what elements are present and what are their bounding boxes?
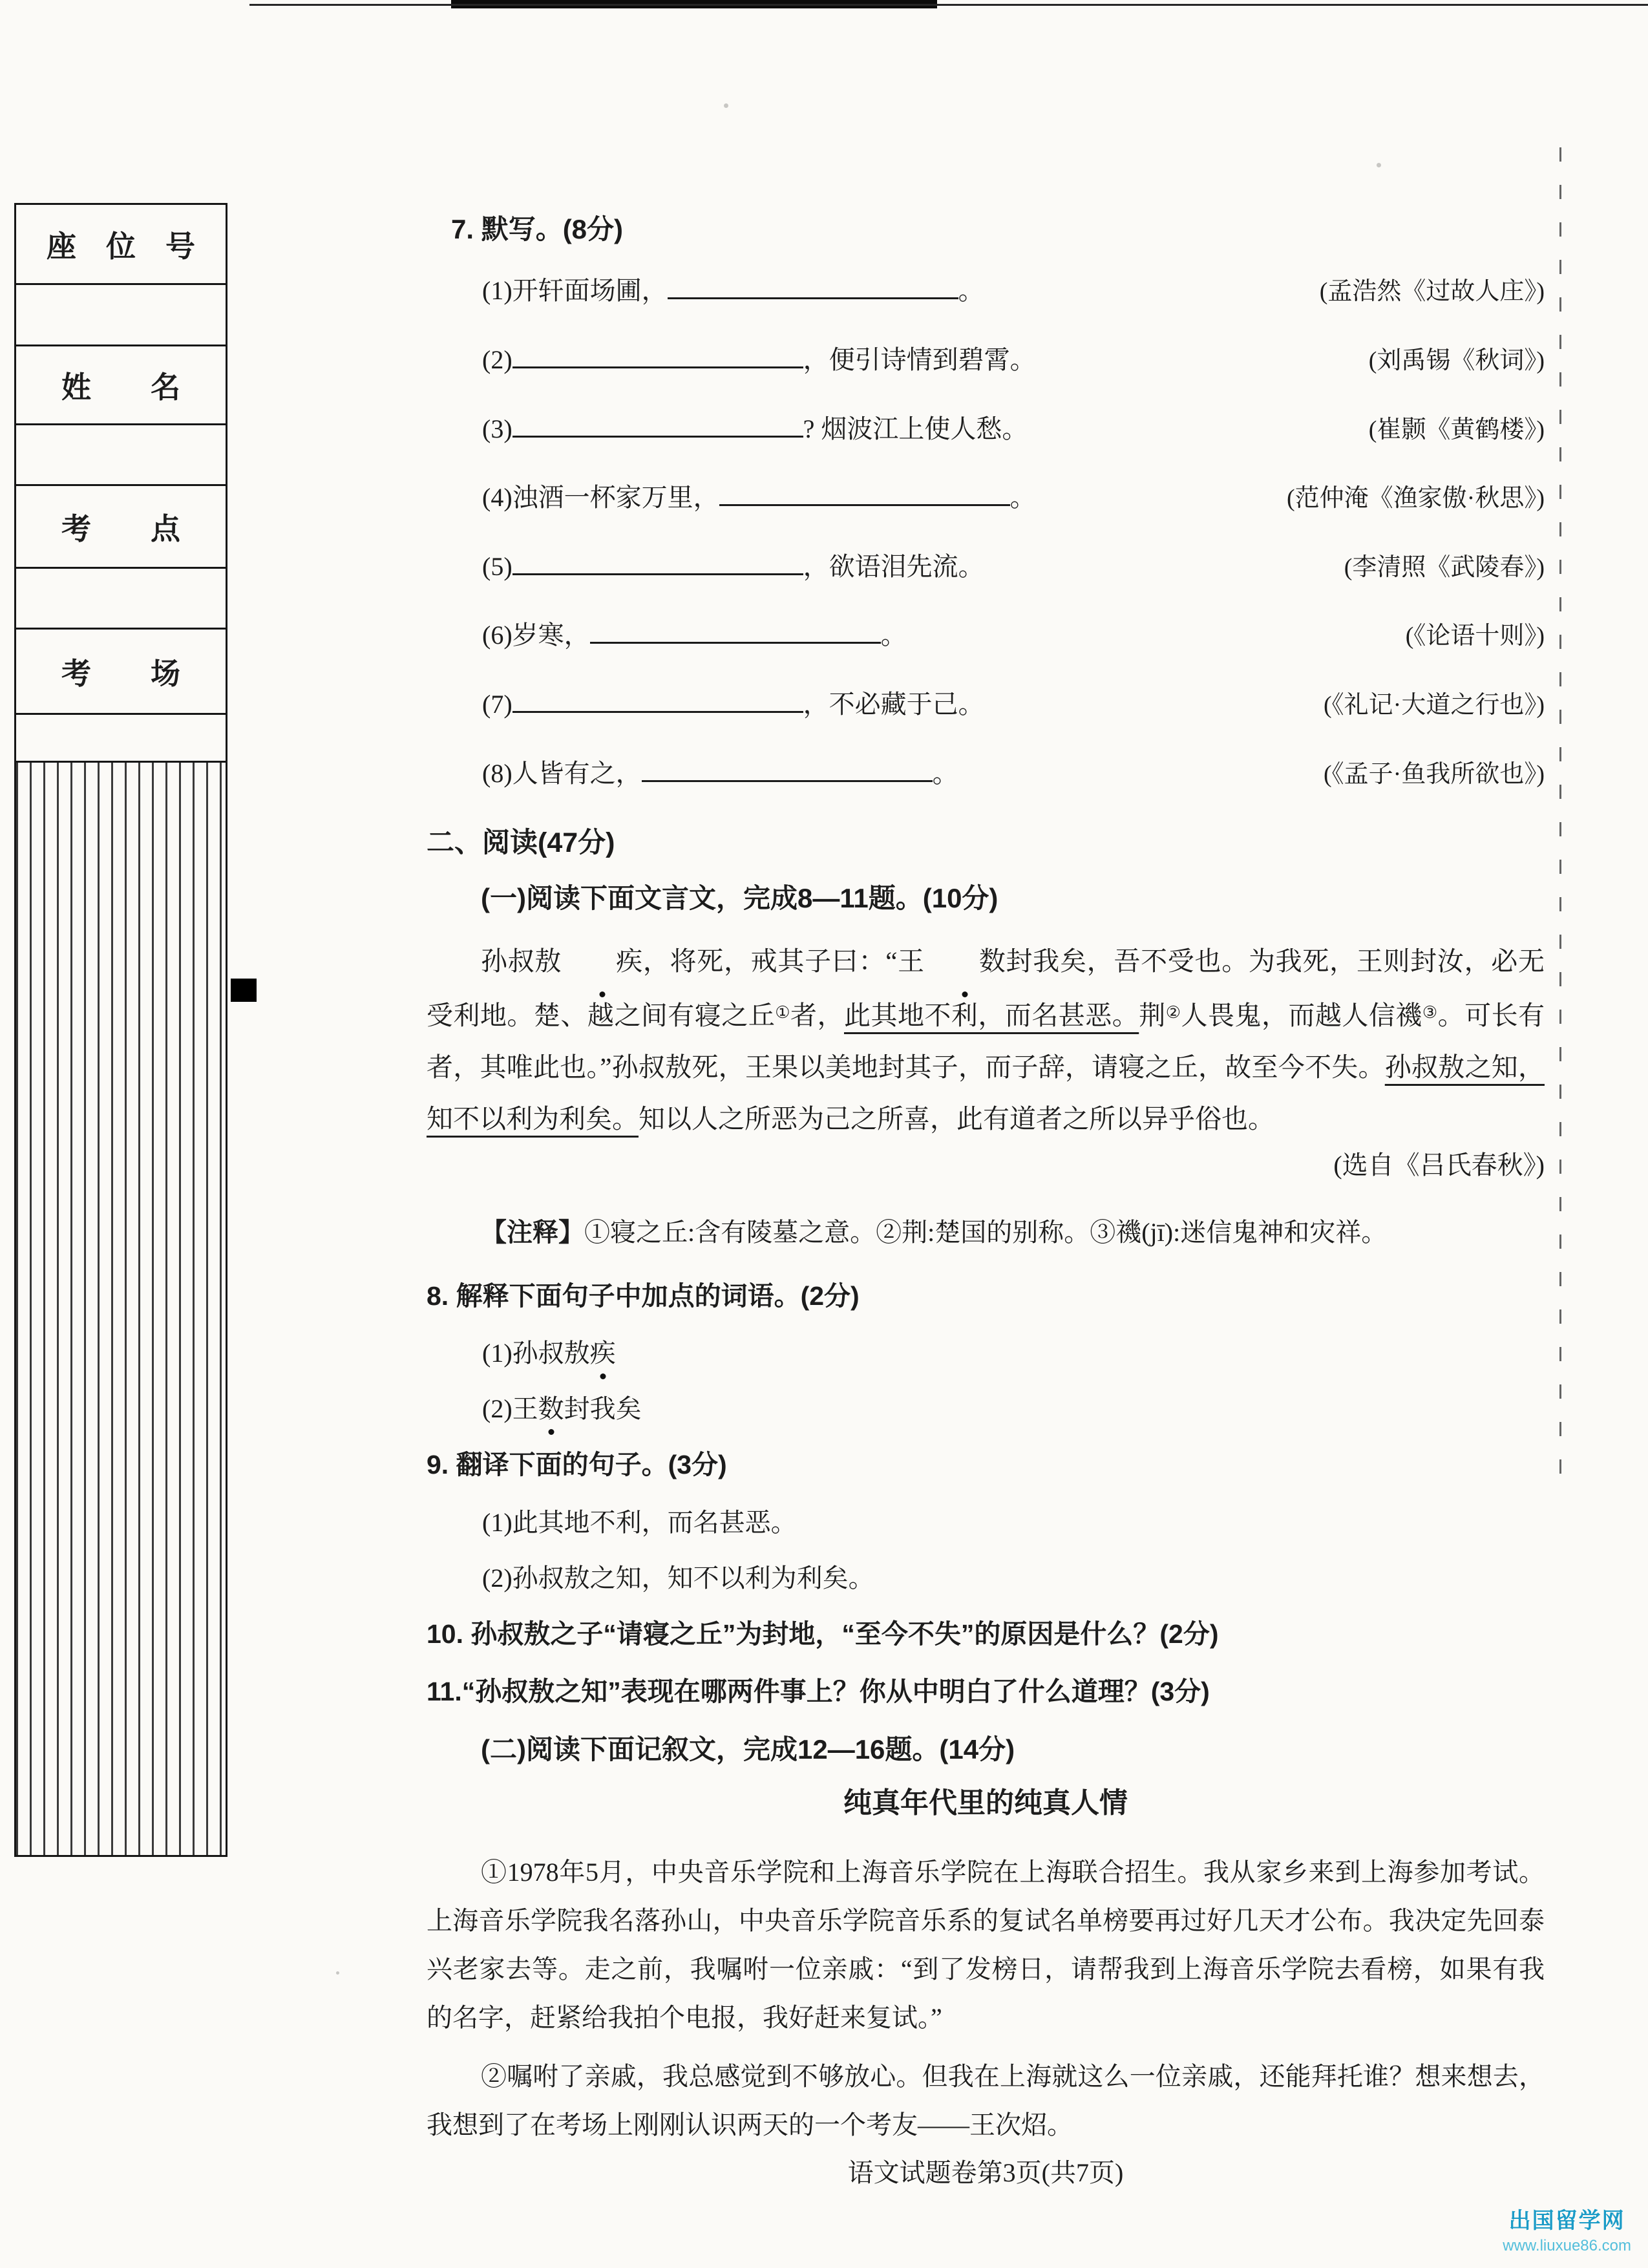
answer-blank xyxy=(590,620,881,644)
underlined-clause-2: 孙叔敖之知，知不以利为利矣。 xyxy=(427,1052,1545,1134)
scan-edge-line xyxy=(249,4,1648,6)
seat-number-label-cell xyxy=(16,205,226,285)
prompt-post-text: 。 xyxy=(932,758,958,788)
passage-text: 者， xyxy=(790,1001,844,1031)
exam-room-write-cell xyxy=(16,715,226,763)
exam-site-label-cell xyxy=(16,486,226,569)
seat-number-write-cell xyxy=(16,285,226,346)
exam-room-label: 考 场 xyxy=(61,657,180,690)
passage-text: 孙叔敖 xyxy=(481,946,562,977)
essay-title: 纯真年代里的纯真人情 xyxy=(843,1787,1128,1819)
source-attribution: (李清照《武陵春》) xyxy=(1344,553,1545,581)
question-9-item-2: (2)孙叔敖之知，知不以利为利矣。 xyxy=(482,1563,874,1593)
main-content xyxy=(427,213,1545,2159)
essay-paragraph-1: ①1978年5月，中央音乐学院和上海音乐学院在上海联合招生。我从家乡来到上海参加考试。上海音乐学院我名落孙山，中央音乐学院音乐系的复试名单榜要再过好几天才公布。我决定先回泰兴老家去等。走之前，我嘱咐一位亲戚：“到了发榜日，请帮我到上海音乐学院去看榜，如果有我的名字，赶紧给我拍个电报，我好赶来复试。” xyxy=(427,1858,1545,2033)
passage-text: 知以人之所恶为己之所喜，此有道者之所以异乎俗也。 xyxy=(639,1104,1274,1134)
prompt-post-text: ，不必藏于己。 xyxy=(803,689,984,719)
watermark-site-name: 出国留学网 xyxy=(1508,2209,1625,2233)
scan-speck xyxy=(1377,163,1381,167)
passage-notes xyxy=(427,1217,1545,1248)
site-watermark xyxy=(1503,2203,1631,2255)
answer-blank xyxy=(719,483,1010,506)
source-attribution: (《论语十则》) xyxy=(1405,622,1545,650)
passage-text: 。可长有者，其唯此也。”孙叔敖死，王果以美地封其子，而子辞，请寝之丘，故至今不失。 xyxy=(427,1001,1545,1083)
question-10: 10. 孙叔敖之子“请寝之丘”为封地，“至今不失”的原因是什么？(2分) xyxy=(427,1618,1219,1649)
answer-blank xyxy=(512,690,803,713)
question-9-title: 9. 翻译下面的句子。(3分) xyxy=(427,1450,727,1480)
passage-text: 封我矣，吾不受也。为我死，王则封汝，必无受利地。楚、越之间有寝之丘 xyxy=(427,946,1545,1031)
answer-blank xyxy=(512,552,803,575)
question-8-item-2 xyxy=(482,1394,1545,1425)
passage-text: 人畏鬼，而越人信禨 xyxy=(1181,1001,1422,1031)
answer-blank xyxy=(668,276,958,299)
prompt-post-text: 。 xyxy=(958,276,984,306)
exam-site-label: 考 点 xyxy=(61,512,180,546)
name-label: 姓 名 xyxy=(61,370,180,404)
note-ref-1: ① xyxy=(775,1003,791,1023)
notes-label: 【注释】 xyxy=(481,1218,584,1247)
prompt-post-text: ，便引诗情到碧霄。 xyxy=(803,344,1036,374)
exam-room-label-cell xyxy=(16,630,226,715)
note-ref-3: ③ xyxy=(1422,1003,1438,1023)
underlined-clause-1: 此其地不利，而名甚恶。 xyxy=(843,1001,1139,1031)
scan-speck xyxy=(724,103,728,108)
source-attribution: (《孟子·鱼我所欲也》) xyxy=(1324,760,1545,788)
recitation-prompt xyxy=(482,551,984,582)
classical-passage xyxy=(427,935,1545,1145)
recitation-item-6 xyxy=(482,620,1545,652)
question-11: 11.“孙叔敖之知”表现在哪两件事上？你从中明白了什么道理？(3分) xyxy=(427,1676,1210,1706)
answer-blank xyxy=(642,759,933,782)
recitation-prompt xyxy=(482,620,907,651)
emphasis-dot-char: 疾 xyxy=(589,1339,616,1368)
part-2-title: (二)阅读下面记叙文，完成12—16题。(14分) xyxy=(481,1733,1015,1765)
recitation-prompt xyxy=(482,414,1028,445)
recitation-item-1 xyxy=(482,275,1545,307)
prompt-pre-text: (3) xyxy=(482,414,512,443)
recitation-item-8 xyxy=(482,758,1545,790)
scan-speck xyxy=(336,1971,339,1975)
prompt-post-text: 。 xyxy=(880,620,907,650)
page-footer: 语文试题卷第3页(共7页) xyxy=(847,2158,1124,2187)
emphasis-dot-char: 数 xyxy=(538,1394,564,1424)
recitation-prompt xyxy=(482,344,1036,376)
answer-blank xyxy=(512,414,803,438)
registration-mark xyxy=(231,979,257,1002)
scan-dashed-margin-line xyxy=(1559,147,1561,1495)
essay-paragraph-2: ②嘱咐了亲戚，我总感觉到不够放心。但我在上海就这么一位亲戚，还能拜托谁？想来想去，我想到了在考场上刚刚认识两天的一个考友——王次炤。 xyxy=(427,2062,1545,2140)
prompt-pre-text: (1)开轩面场圃， xyxy=(482,276,668,306)
recitation-item-2 xyxy=(482,344,1545,376)
source-attribution: (刘禹锡《秋词》) xyxy=(1368,346,1545,374)
emphasis-dot-char: 疾 xyxy=(562,935,642,987)
recitation-item-4 xyxy=(482,482,1545,514)
prompt-pre-text: (4)浊酒一杯家万里， xyxy=(482,483,719,513)
source-attribution: (范仲淹《渔家傲·秋思》) xyxy=(1287,485,1545,513)
recitation-prompt xyxy=(482,758,958,789)
question-9-item-1: (1)此其地不利，而名甚恶。 xyxy=(482,1507,797,1537)
prompt-pre-text: (2) xyxy=(482,344,512,374)
recitation-prompt xyxy=(482,689,984,720)
notes-text: ①寝之丘:含有陵墓之意。②荆:楚国的别称。③禨(jī):迷信鬼神和灾祥。 xyxy=(584,1218,1388,1247)
seat-number-label: 座 位 号 xyxy=(47,229,195,263)
exam-site-write-cell xyxy=(16,569,226,630)
candidate-info-form xyxy=(14,203,227,1857)
emphasis-dot-char: 数 xyxy=(925,935,1006,987)
recitation-item-3 xyxy=(482,414,1545,445)
q8-item-2-text-post: 封我矣 xyxy=(564,1394,642,1424)
passage-source: (选自《吕氏春秋》) xyxy=(1333,1150,1545,1180)
part-1-title: (一)阅读下面文言文，完成8—11题。(10分) xyxy=(481,882,998,913)
question-8-title: 8. 解释下面句子中加点的词语。(2分) xyxy=(427,1281,860,1311)
binding-stripes xyxy=(16,763,226,1855)
prompt-post-text: ? 烟波江上使人愁。 xyxy=(803,414,1028,443)
question-8-item-1 xyxy=(482,1338,1545,1369)
recitation-item-5 xyxy=(482,551,1545,583)
source-attribution: (孟浩然《过故人庄》) xyxy=(1319,278,1545,306)
source-attribution: (《礼记·大道之行也》) xyxy=(1324,691,1545,719)
prompt-post-text: ，欲语泪先流。 xyxy=(803,551,984,581)
prompt-pre-text: (6)岁寒， xyxy=(482,620,590,650)
prompt-pre-text: (8)人皆有之， xyxy=(482,758,642,788)
recitation-prompt xyxy=(482,275,984,306)
q8-item-2-text: (2)王 xyxy=(482,1394,538,1424)
q8-item-1-text: (1)孙叔敖 xyxy=(482,1339,590,1368)
prompt-pre-text: (7) xyxy=(482,689,512,719)
prompt-post-text: 。 xyxy=(1009,483,1036,513)
name-label-cell xyxy=(16,346,226,425)
answer-blank xyxy=(512,345,803,368)
note-ref-2: ② xyxy=(1165,1003,1181,1023)
passage-text: 荆 xyxy=(1139,1001,1166,1031)
section-2-title: 二、阅读(47分) xyxy=(427,827,615,859)
source-attribution: (崔颢《黄鹤楼》) xyxy=(1368,416,1545,443)
recitation-item-7 xyxy=(482,689,1545,721)
name-write-cell xyxy=(16,425,226,486)
prompt-pre-text: (5) xyxy=(482,551,512,581)
recitation-prompt xyxy=(482,482,1036,513)
question-7-title: 7. 默写。(8分) xyxy=(451,214,624,244)
passage-text: ，将死，戒其子曰：“王 xyxy=(642,946,925,977)
watermark-site-url: www.liuxue86.com xyxy=(1503,2237,1631,2254)
